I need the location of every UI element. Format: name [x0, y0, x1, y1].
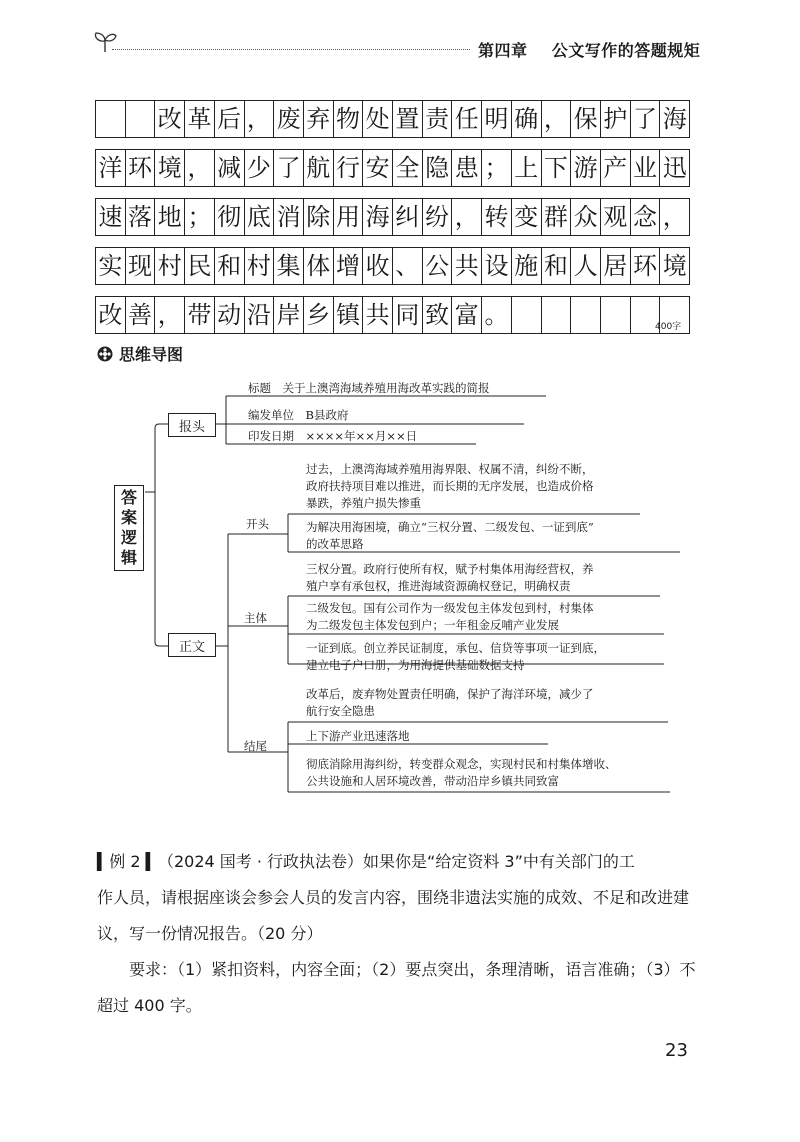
grid-cell: 同 [392, 296, 423, 334]
main-item-3-line-1: 一证到底。创立养民证制度，承包、信贷等事项一证到底， [306, 641, 605, 655]
grid-cell [570, 296, 601, 334]
grid-cell: ， [154, 296, 185, 334]
grid-cell: 变 [511, 198, 542, 236]
node-body: 正文 [168, 633, 216, 657]
grid-cell: 设 [481, 247, 512, 285]
opening-item-1-line-2: 政府扶持项目难以推进，而长期的无序发展，也造成价格 [306, 479, 594, 493]
grid-cell: 患 [451, 149, 482, 187]
grid-cell: 民 [184, 247, 215, 285]
grid-cell: 岸 [273, 296, 304, 334]
page-number: 23 [665, 1040, 688, 1061]
node-ending: 结尾 [244, 739, 267, 753]
grid-cell: 共 [451, 247, 482, 285]
example-line-3: 议，写一份情况报告。（20 分） [97, 924, 323, 943]
ending-item-3-line-2: 公共设施和人居环境改善，带动沿岸乡镇共同致富 [306, 774, 559, 788]
grid-cell: 减 [214, 149, 245, 187]
main-item-2-line-1: 二级发包。国有公司作为一级发包主体发包到村，村集体 [306, 601, 594, 615]
main-item-2-line-2: 为二级发包主体发包到户；一年租金反哺产业发展 [306, 618, 559, 632]
grid-cell: 善 [125, 296, 156, 334]
grid-cell: ； [481, 149, 512, 187]
grid-cell [125, 100, 156, 138]
main-item-1 [306, 561, 594, 595]
answer-grid [95, 100, 689, 345]
root-char: 案 [120, 508, 137, 527]
ending-item-2: 上下游产业迅速落地 [306, 729, 410, 743]
grid-cell: 保 [570, 100, 601, 138]
grid-cell: 革 [184, 100, 215, 138]
opening-item-1-line-1: 过去，上澳湾海域养殖用海界限、权属不清，纠纷不断， [306, 462, 594, 476]
example-line-1: ▍例 2 ▍（2024 国考 · 行政执法卷）如果你是“给定资料 3”中有关部门的工 [97, 852, 635, 871]
sprout-icon [92, 28, 118, 54]
grid-cell: 沿 [244, 296, 275, 334]
grid-cell: 村 [154, 247, 185, 285]
grid-cell: 用 [333, 198, 364, 236]
header-item-date: 印发日期 ××××年××月××日 [248, 429, 418, 443]
grid-cell: 置 [392, 100, 423, 138]
opening-item-2-line-1: 为解决用海困境，确立“三权分置、二级发包、一证到底” [306, 520, 594, 534]
grid-cell: 镇 [333, 296, 364, 334]
grid-cell: ， [541, 100, 572, 138]
root-char: 答 [120, 488, 137, 507]
grid-cell: 带 [184, 296, 215, 334]
grid-cell: 村 [244, 247, 275, 285]
grid-cell: 了 [273, 149, 304, 187]
grid-cell: 任 [451, 100, 482, 138]
grid-cell [541, 296, 572, 334]
grid-cell: 下 [541, 149, 572, 187]
main-item-1-line-1: 三权分置。政府行使所有权，赋予村集体用海经营权，养 [306, 562, 594, 576]
grid-cell: 居 [600, 247, 631, 285]
ending-item-3-line-1: 彻底消除用海纠纷，转变群众观念，实现村民和村集体增收、 [306, 757, 617, 771]
grid-cell: 公 [422, 247, 453, 285]
grid-cell: 隐 [422, 149, 453, 187]
chapter-label: 第四章 [478, 41, 528, 60]
grid-cell: 明 [481, 100, 512, 138]
ending-item-1-line-2: 航行安全隐患 [306, 704, 375, 718]
grid-cell: 收 [362, 247, 393, 285]
page-header [478, 38, 700, 61]
grid-cell: 后 [214, 100, 245, 138]
grid-cell: 游 [570, 149, 601, 187]
grid-cell: 。 [481, 296, 512, 334]
grid-cell: 海 [362, 198, 393, 236]
grid-cell: 改 [154, 100, 185, 138]
chapter-title: 公文写作的答题规矩 [551, 41, 701, 60]
grid-cell: ； [184, 198, 215, 236]
grid-cell: ， [451, 198, 482, 236]
grid-cell: 弃 [303, 100, 334, 138]
node-main: 主体 [244, 611, 267, 625]
ending-item-1-line-1: 改革后，废弃物处置责任明确，保护了海洋环境，减少了 [306, 687, 594, 701]
opening-item-1 [306, 461, 594, 512]
flower-badge-icon [97, 346, 113, 362]
grid-cell: 实 [95, 247, 126, 285]
grid-cell: ， [244, 100, 275, 138]
header-item-issuer: 编发单位 B县政府 [248, 408, 349, 422]
grid-cell: 责 [422, 100, 453, 138]
grid-cell: 念 [630, 198, 661, 236]
grid-cell: 众 [570, 198, 601, 236]
grid-cell: 乡 [303, 296, 334, 334]
main-item-3 [306, 640, 605, 674]
mindmap-root [114, 485, 144, 571]
grid-cell: 共 [362, 296, 393, 334]
grid-cell: ， [184, 149, 215, 187]
grid-cell: 动 [214, 296, 245, 334]
grid-cell: 处 [362, 100, 393, 138]
grid-cell: 观 [600, 198, 631, 236]
grid-cell: 落 [125, 198, 156, 236]
mindmap-section-title [97, 342, 183, 365]
grid-cell: 集 [273, 247, 304, 285]
grid-cell: 护 [600, 100, 631, 138]
grid-cell: 纠 [392, 198, 423, 236]
grid-cell: 速 [95, 198, 126, 236]
example-line-2: 作人员，请根据座谈会参会人员的发言内容，围绕非遗法实施的成效、不足和改进建 [97, 888, 690, 907]
grid-cell: ， [659, 198, 690, 236]
grid-cell: 纷 [422, 198, 453, 236]
node-opening: 开头 [246, 517, 269, 531]
grid-cell: 废 [273, 100, 304, 138]
opening-item-2 [306, 519, 594, 553]
grid-cell: 彻 [214, 198, 245, 236]
grid-cell: 环 [125, 149, 156, 187]
grid-cell: 底 [244, 198, 275, 236]
grid-cell: 现 [125, 247, 156, 285]
mindmap-title-text: 思维导图 [119, 345, 184, 364]
grid-cell: 环 [630, 247, 661, 285]
grid-cell: 海 [659, 100, 690, 138]
main-item-2 [306, 600, 594, 634]
grid-cell: 安 [362, 149, 393, 187]
opening-item-2-line-2: 的改革思路 [306, 537, 364, 551]
grid-cell: 增 [333, 247, 364, 285]
root-char: 逻 [120, 528, 137, 547]
word-count-label: 400字 [655, 322, 682, 332]
grid-row [95, 198, 689, 236]
grid-cell: 地 [154, 198, 185, 236]
grid-cell: 境 [154, 149, 185, 187]
grid-cell: 转 [481, 198, 512, 236]
grid-cell: 洋 [95, 149, 126, 187]
grid-cell: 航 [303, 149, 334, 187]
grid-cell: 行 [333, 149, 364, 187]
grid-cell: 和 [214, 247, 245, 285]
grid-cell: 全 [392, 149, 423, 187]
grid-cell: 改 [95, 296, 126, 334]
grid-cell: 和 [541, 247, 572, 285]
grid-row [95, 149, 689, 187]
grid-cell: 确 [511, 100, 542, 138]
grid-cell: 人 [570, 247, 601, 285]
grid-cell [95, 100, 126, 138]
grid-cell: 物 [333, 100, 364, 138]
grid-cell: 少 [244, 149, 275, 187]
example-line-4: 要求：（1）紧扣资料，内容全面；（2）要点突出，条理清晰，语言准确；（3）不 [97, 960, 696, 979]
grid-cell: 境 [659, 247, 690, 285]
ending-item-1 [306, 686, 594, 720]
grid-row [95, 296, 689, 334]
grid-cell: 群 [541, 198, 572, 236]
grid-cell: 除 [303, 198, 334, 236]
grid-cell [511, 296, 542, 334]
main-item-1-line-2: 殖户享有承包权，推进海域资源确权登记，明确权责 [306, 579, 571, 593]
example-line-5: 超过 400 字。 [97, 996, 202, 1015]
header-rule [112, 49, 470, 50]
ending-item-3 [306, 756, 617, 790]
grid-cell: 、 [392, 247, 423, 285]
grid-cell: 体 [303, 247, 334, 285]
grid-cell: 富 [451, 296, 482, 334]
grid-cell [600, 296, 631, 334]
main-item-3-line-2: 建立电子户口册，为用海提供基础数据支持 [306, 658, 525, 672]
grid-cell: 了 [630, 100, 661, 138]
grid-cell: 迅 [659, 149, 690, 187]
grid-cell: 产 [600, 149, 631, 187]
grid-cell: 施 [511, 247, 542, 285]
opening-item-1-line-3: 暴跌，养殖户损失惨重 [306, 496, 421, 510]
grid-cell: 业 [630, 149, 661, 187]
grid-cell: 致 [422, 296, 453, 334]
grid-row [95, 247, 689, 285]
grid-row [95, 100, 689, 138]
grid-cell: 上 [511, 149, 542, 187]
header-item-title: 标题 关于上澳湾海域养殖用海改革实践的简报 [248, 381, 490, 395]
grid-cell: 消 [273, 198, 304, 236]
node-header: 报头 [168, 413, 216, 437]
root-char: 辑 [120, 548, 137, 567]
